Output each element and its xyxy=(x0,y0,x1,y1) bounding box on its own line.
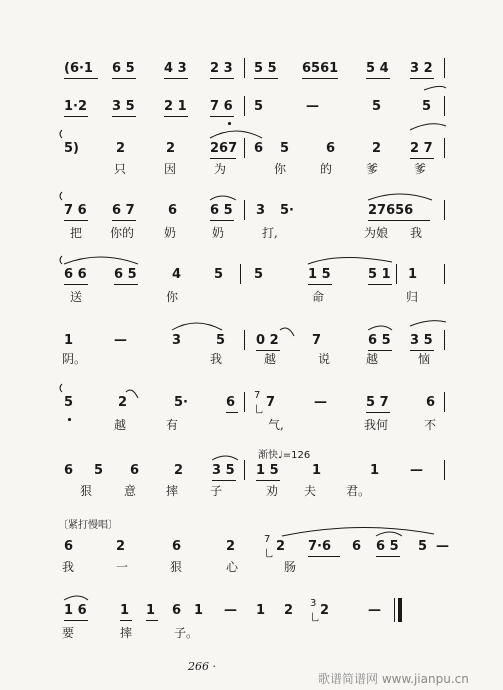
lyric: 摔 xyxy=(120,626,133,640)
note: 4 3 xyxy=(164,61,187,76)
note: 6 xyxy=(226,395,236,410)
lyric: 你的 xyxy=(110,226,135,240)
note: 6 7 xyxy=(112,203,135,218)
note: 3 2 xyxy=(410,61,433,76)
note: 1 xyxy=(256,603,266,618)
note: 5 xyxy=(254,99,264,114)
note: 1 6 xyxy=(64,603,87,618)
note: 27656 xyxy=(368,203,414,218)
note: 5 xyxy=(418,539,428,554)
lyric: 奶 xyxy=(212,226,225,240)
note: 2 xyxy=(320,603,330,618)
slur xyxy=(60,192,62,200)
note: 6561 xyxy=(302,61,339,76)
note: 2 1 xyxy=(164,99,187,114)
note: 1 xyxy=(64,333,74,348)
note: — xyxy=(314,395,327,410)
note: 6 xyxy=(130,463,140,478)
note: 1 xyxy=(194,603,204,618)
lyric: 一 xyxy=(116,560,129,574)
lyric: 爹 xyxy=(366,162,379,176)
watermark: 歌谱简谱网 www.jianpu.cn xyxy=(318,672,469,686)
tone-mark: 乚 xyxy=(254,405,264,416)
lyric: 为娘 xyxy=(364,226,389,240)
note: 3 5 xyxy=(112,99,135,114)
note: 3 5 xyxy=(212,463,235,478)
note: 5 7 xyxy=(366,395,389,410)
tone-mark: 乚 xyxy=(264,549,274,560)
note: 5 xyxy=(422,99,432,114)
lyric: 打, xyxy=(262,226,278,240)
note: 2 xyxy=(174,463,184,478)
slur xyxy=(368,326,392,330)
note: 5 4 xyxy=(366,61,389,76)
note: 2 xyxy=(284,603,294,618)
lyric: 肠 xyxy=(284,560,297,574)
note: 5 5 xyxy=(254,61,277,76)
note: 5 xyxy=(64,395,74,410)
lyric: 狠 xyxy=(80,484,93,498)
slur xyxy=(368,194,432,200)
note: 6 xyxy=(172,603,182,618)
note: 2 xyxy=(372,141,382,156)
note: 5· xyxy=(174,395,188,410)
lyric: 归 xyxy=(406,290,419,304)
lyric: 不 xyxy=(424,418,437,432)
slur xyxy=(126,390,138,398)
lyric: 把 xyxy=(70,226,83,240)
lyric: 有 xyxy=(166,418,179,432)
note: 0 2 xyxy=(256,333,279,348)
lyric: 越 xyxy=(366,352,379,366)
note: 6 xyxy=(64,463,74,478)
note: 2 xyxy=(116,539,126,554)
page-number: 266 · xyxy=(188,660,216,673)
note: 1·2 xyxy=(64,99,88,114)
note: 1 5 xyxy=(308,267,331,282)
lyric: 子。 xyxy=(174,626,199,640)
lyric: 奶 xyxy=(164,226,177,240)
lyric: 越 xyxy=(114,418,127,432)
note: 1 xyxy=(408,267,418,282)
note: 7 xyxy=(312,333,322,348)
slur xyxy=(308,257,392,264)
note: 3 5 xyxy=(410,333,433,348)
note: 5 1 xyxy=(368,267,391,282)
note: 6 6 xyxy=(64,267,87,282)
note: 6 xyxy=(254,141,264,156)
slur xyxy=(212,456,238,460)
note: 6 5 xyxy=(112,61,135,76)
lyric: 我 xyxy=(410,226,423,240)
lyric: 夫 xyxy=(304,484,317,498)
slur xyxy=(172,323,222,330)
note: — xyxy=(436,539,449,554)
note: 6 5 xyxy=(210,203,233,218)
note: 1 xyxy=(120,603,130,618)
note: — xyxy=(306,99,319,114)
note: 7 6 xyxy=(64,203,87,218)
slur xyxy=(60,130,62,138)
note: 2 xyxy=(226,539,236,554)
lyric: 阴。 xyxy=(62,352,87,366)
note: 6 xyxy=(426,395,436,410)
note: 6 5 xyxy=(368,333,391,348)
note: 6 xyxy=(64,539,74,554)
lyric: 为 xyxy=(214,162,227,176)
note: 5 xyxy=(372,99,382,114)
lyric: 气, xyxy=(268,418,284,432)
tempo-marking: 渐快♩=126 xyxy=(258,450,311,461)
lyric: 劝 xyxy=(266,484,279,498)
slur xyxy=(60,256,62,264)
grace-note: 3 xyxy=(310,598,317,609)
slur xyxy=(410,321,446,326)
note: 5· xyxy=(280,203,294,218)
lyric: 因 xyxy=(164,162,177,176)
lyric: 只 xyxy=(114,162,127,176)
lyric: 恼 xyxy=(418,352,431,366)
note: 6 5 xyxy=(376,539,399,554)
lyric: 命 xyxy=(312,290,325,304)
lyric: 我何 xyxy=(364,418,389,432)
note: 1 xyxy=(370,463,380,478)
note: 5 xyxy=(94,463,104,478)
note: 4 xyxy=(172,267,182,282)
note: 6 xyxy=(172,539,182,554)
slur xyxy=(282,527,434,536)
note: — xyxy=(114,333,127,348)
note: 6 xyxy=(352,539,362,554)
lyric: 你 xyxy=(166,290,179,304)
note: — xyxy=(368,603,381,618)
note: 1 5 xyxy=(256,463,279,478)
lyric: 我 xyxy=(62,560,75,574)
lyric: 我 xyxy=(210,352,223,366)
lyric: 意 xyxy=(124,484,137,498)
note: 5 xyxy=(254,267,264,282)
note: 2 xyxy=(116,141,126,156)
note: 6 xyxy=(326,141,336,156)
slur xyxy=(210,196,236,200)
note: 1 xyxy=(312,463,322,478)
lyric: 要 xyxy=(62,626,75,640)
slur xyxy=(376,532,402,536)
note: — xyxy=(410,463,423,478)
note: 5 xyxy=(214,267,224,282)
lyric: 说 xyxy=(318,352,331,366)
note: 3 xyxy=(172,333,182,348)
lyric: 爹 xyxy=(414,162,427,176)
note: 2 xyxy=(166,141,176,156)
lyric: 越 xyxy=(264,352,277,366)
note: 1 xyxy=(146,603,156,618)
note: 2 3 xyxy=(210,61,233,76)
lyric: 摔 xyxy=(166,484,179,498)
note: 2 xyxy=(276,539,286,554)
note: 5) xyxy=(64,141,79,156)
note: — xyxy=(224,603,237,618)
lyric: 心 xyxy=(226,560,239,574)
grace-note: 7 xyxy=(264,534,271,545)
lyric: 送 xyxy=(70,290,83,304)
grace-note: 7 xyxy=(254,390,261,401)
lyric: 你 xyxy=(274,162,287,176)
note: 6 xyxy=(168,203,178,218)
note: 6 5 xyxy=(114,267,137,282)
note: 2 xyxy=(118,395,128,410)
note: 3 xyxy=(256,203,266,218)
note: 7 6 xyxy=(210,99,233,114)
slur xyxy=(60,384,62,392)
slur xyxy=(64,257,138,264)
slur xyxy=(210,131,262,138)
note: 267 xyxy=(210,141,238,156)
slur xyxy=(280,328,294,336)
tone-mark: 乚 xyxy=(310,613,320,624)
lyric: 君。 xyxy=(346,484,371,498)
slur xyxy=(424,86,446,90)
slur xyxy=(410,124,446,130)
note: 5 xyxy=(280,141,290,156)
note: 2 7 xyxy=(410,141,433,156)
note: 7·6 xyxy=(308,539,332,554)
lyric: 子 xyxy=(210,484,223,498)
section-label: 〔紧打慢唱〕 xyxy=(58,520,118,531)
lyric: 狠 xyxy=(170,560,183,574)
lyric: 的 xyxy=(320,162,333,176)
note: 5 xyxy=(216,333,226,348)
note: (6·1 xyxy=(64,61,93,76)
note: 7 xyxy=(266,395,276,410)
slur xyxy=(64,596,88,600)
